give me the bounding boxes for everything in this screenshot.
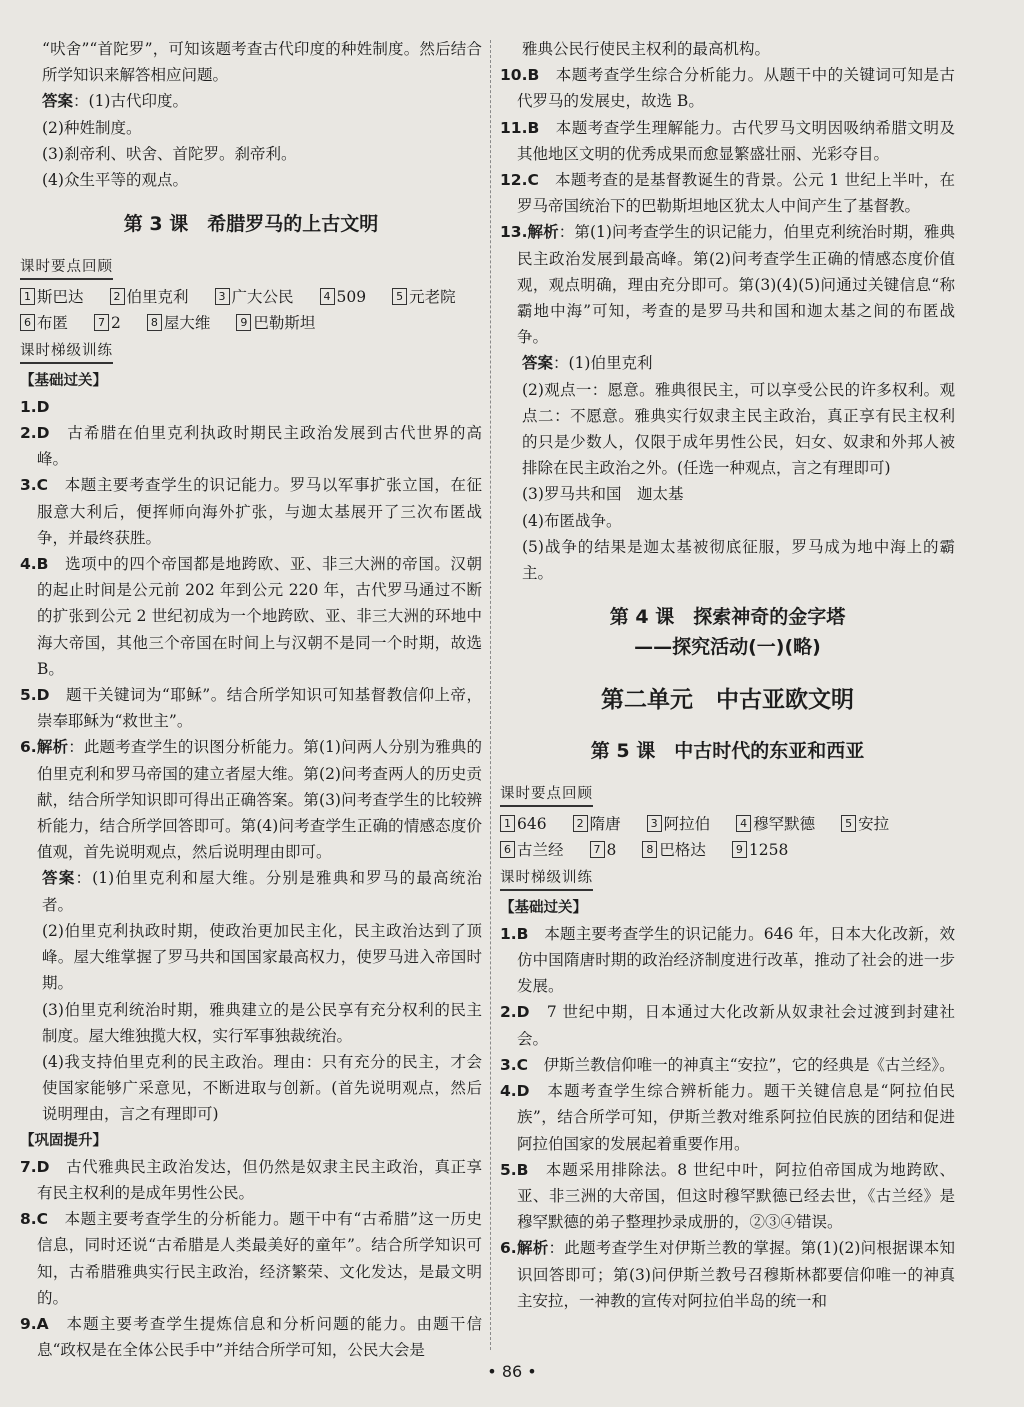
answer-line-text: (4)众生平等的观点。 xyxy=(42,171,188,190)
unit-2-title: 第二单元 中古亚欧文明 xyxy=(601,687,854,714)
answer-line xyxy=(500,508,955,534)
answer-number: 2.D xyxy=(500,1003,530,1022)
answer-text: 7 世纪中期，日本通过大化改新从奴隶社会过渡到封建社会。 xyxy=(517,1003,955,1048)
lesson-3-title: 第 3 课 希腊罗马的上古文明 xyxy=(123,213,379,236)
answer-number: 3.C xyxy=(500,1055,529,1074)
answer-line xyxy=(500,534,955,586)
basic-section-heading: 【基础过关】 xyxy=(20,372,107,389)
key-point-number: 5 xyxy=(392,288,407,305)
key-point-number: 9 xyxy=(732,841,747,858)
answer-number: 7.D xyxy=(20,1157,50,1176)
key-point-number: 9 xyxy=(236,314,251,331)
key-point-text: 8 xyxy=(606,841,617,860)
answer-number: 1.B xyxy=(500,924,529,943)
answer-item xyxy=(500,219,955,350)
key-point-number: 1 xyxy=(20,288,35,305)
page-number: • 86 • xyxy=(487,1362,537,1381)
key-point-text: 广大公民 xyxy=(231,288,294,307)
key-point xyxy=(215,284,294,310)
answer-list xyxy=(500,921,955,1314)
right-column xyxy=(500,36,955,1314)
answer-item xyxy=(20,1206,482,1311)
key-point-text: 509 xyxy=(336,288,367,307)
answer-line-text: (3)刹帝利、吠舍、首陀罗。刹帝利。 xyxy=(42,144,297,163)
key-point xyxy=(392,284,456,310)
answer-label: 答案 xyxy=(42,92,74,111)
answer-number: 9.A xyxy=(20,1314,49,1333)
training-heading: 课时梯级训练 xyxy=(20,340,113,364)
answer-line xyxy=(500,377,955,482)
answer-item xyxy=(20,420,482,472)
answer-item xyxy=(500,1235,955,1314)
answer-line-text: (4)布匿战争。 xyxy=(522,511,622,530)
key-point-number: 8 xyxy=(642,841,657,858)
key-point-text: 隋唐 xyxy=(589,815,621,834)
key-point-text: 元老院 xyxy=(409,288,456,307)
key-point-number: 8 xyxy=(147,314,162,331)
key-point-text: 646 xyxy=(517,815,547,834)
key-point-number: 4 xyxy=(736,815,751,832)
key-point-text: 古兰经 xyxy=(517,841,564,860)
answer-text: 题干关键词为“耶稣”。结合所学知识可知基督教信仰上帝，崇奉耶稣为“救世主”。 xyxy=(37,686,482,731)
answer-item xyxy=(500,1078,955,1157)
key-point xyxy=(573,811,621,837)
answer-item xyxy=(20,394,482,420)
key-point xyxy=(647,811,711,837)
answer-item xyxy=(20,551,482,682)
answer-number: 11.B xyxy=(500,118,540,137)
key-point xyxy=(736,811,815,837)
answer-item xyxy=(500,1052,955,1078)
answer-line xyxy=(20,88,482,114)
answer-item xyxy=(500,115,955,167)
answer-line xyxy=(20,918,482,997)
answer-item xyxy=(500,1157,955,1236)
key-point xyxy=(500,811,547,837)
answer-text: 本题主要考查学生的识记能力。646 年，日本大化改新，效仿中国隋唐时期的政治经济制度进行改革，推动了社会的进一步发展。 xyxy=(517,924,955,996)
key-point-number: 6 xyxy=(20,314,35,331)
answer-text: 本题考查学生理解能力。古代罗马文明因吸纳希腊文明及其他地区文明的优秀成果而愈显繁盛壮丽、光彩夺目。 xyxy=(517,118,955,163)
answer-line xyxy=(20,141,482,167)
q6-answer-block xyxy=(20,865,482,1127)
answer-line xyxy=(500,481,955,507)
answer-item xyxy=(500,921,955,1000)
answer-number: 5.D xyxy=(20,686,50,705)
answer-list xyxy=(500,62,955,350)
key-point xyxy=(147,310,211,336)
key-point xyxy=(236,310,315,336)
answer-item xyxy=(20,472,482,551)
key-point-number: 1 xyxy=(500,815,515,832)
answer-list xyxy=(20,394,482,866)
answer-number: 5.B xyxy=(500,1160,529,1179)
key-point xyxy=(500,837,564,863)
answer-line-text: ：(1)古代印度。 xyxy=(73,92,188,111)
key-point-text: 巴格达 xyxy=(659,841,706,860)
answer-number: 8.C xyxy=(20,1210,49,1229)
answer-item xyxy=(20,1311,482,1363)
key-point-number: 3 xyxy=(647,815,662,832)
intro-text: “吠舍”“首陀罗”，可知该题考查古代印度的种姓制度。然后结合所学知识来解答相应问题。 xyxy=(42,40,482,85)
answer-text: 伊斯兰教信仰唯一的神真主“安拉”，它的经典是《古兰经》。 xyxy=(528,1055,955,1074)
answer-line xyxy=(500,350,955,376)
answer-text: 本题考查学生综合辨析能力。题干关键信息是“阿拉伯民族”，结合所学可知，伊斯兰教对维系阿拉伯民族的团结和促进阿拉伯国家的发展起着重要作用。 xyxy=(517,1082,955,1153)
answer-text: 本题主要考查学生的分析能力。题干中有“古希腊”这一历史信息，同时还说“古希腊是人类最美好的童年”。结合所学知识可知，古希腊雅典实行民主政治，经济繁荣、文化发达，是最文明的。 xyxy=(37,1210,482,1307)
answer-text: 本题采用排除法。8 世纪中叶，阿拉伯帝国成为地跨欧、亚、非三洲的大帝国，但这时穆罕默德已经去世，《古兰经》是穆罕默德的弟子整理抄录成册的，②③④错误。 xyxy=(517,1160,955,1232)
column-divider xyxy=(490,40,491,1350)
key-point-text: 布匿 xyxy=(37,314,69,333)
answer-line-text: (4)我支持伯里克利的民主政治。理由：只有充分的民主，才会使国家能够广采意见，不断进取与创新。(首先说明观点，然后说明理由，言之有理即可) xyxy=(42,1052,482,1124)
answer-text: 本题考查的是基督教诞生的背景。公元 1 世纪上半叶，在罗马帝国统治下的巴勒斯坦地区犹太人中间产生了基督教。 xyxy=(517,171,955,216)
answer-text: 古希腊在伯里克利执政时期民主政治发展到古代世界的高峰。 xyxy=(37,424,482,469)
continued-text: 雅典公民行使民主权利的最高机构。 xyxy=(522,40,771,58)
key-point-text: 伯里克利 xyxy=(126,288,189,307)
key-point-text: 穆罕默德 xyxy=(753,815,816,834)
q13-answer-block xyxy=(500,350,955,586)
answer-line-text: ：(1)伯里克利 xyxy=(553,354,653,373)
answer-text: ：此题考查学生对伊斯兰教的掌握。第(1)(2)问根据课本知识回答即可；第(3)问伊斯兰教号召穆斯林都要信仰唯一的神真主安拉，一神教的宣传对阿拉伯半岛的统一和 xyxy=(517,1239,955,1310)
key-point xyxy=(732,837,788,863)
key-point-number: 7 xyxy=(94,314,109,331)
answer-number: 1.D xyxy=(20,397,50,416)
basic-section-heading: 【基础过关】 xyxy=(500,899,587,916)
consolidate-section-heading: 【巩固提升】 xyxy=(20,1132,107,1149)
answer-item xyxy=(500,999,955,1051)
key-point xyxy=(590,837,617,863)
key-point xyxy=(110,284,189,310)
key-point-number: 6 xyxy=(500,841,515,858)
key-point xyxy=(642,837,706,863)
key-point-number: 4 xyxy=(320,288,335,305)
key-points-list xyxy=(20,284,482,336)
answer-line-text: (2)观点一：愿意。雅典很民主，可以享受公民的许多权利。观点二：不愿意。雅典实行奴隶主民主政治，真正享有民主权利的只是少数人，仅限于成年男性公民，妇女、奴隶和外邦人被排除在民主政治之外。(任选一种观点，言之有理即可) xyxy=(522,380,955,478)
key-point-number: 7 xyxy=(590,841,605,858)
answer-label: 答案 xyxy=(522,354,554,373)
answer-text: 古代雅典民主政治发达，但仍然是奴隶主民主政治，真正享有民主权利的是成年男性公民。 xyxy=(37,1157,482,1202)
key-point-number: 2 xyxy=(110,288,125,305)
key-point-text: 阿拉伯 xyxy=(663,815,711,834)
key-point-number: 5 xyxy=(841,815,856,832)
answer-line-text: (3)伯里克利统治时期，雅典建立的是公民享有充分权利的民主制度。屋大维独揽大权，实行军事独裁统治。 xyxy=(42,1000,482,1045)
answer-line xyxy=(20,865,482,917)
intro-block xyxy=(20,36,482,193)
answer-text: 本题主要考查学生提炼信息和分析问题的能力。由题干信息“政权是在全体公民手中”并结合所学可知，公民大会是 xyxy=(37,1314,482,1360)
left-column xyxy=(20,36,482,1363)
answer-number: 2.D xyxy=(20,424,50,443)
key-point-text: 安拉 xyxy=(858,815,890,834)
answer-number: 10.B xyxy=(500,66,540,85)
lesson-5-title: 第 5 课 中古时代的东亚和西亚 xyxy=(590,740,865,763)
key-point xyxy=(320,284,367,310)
answer-text: ：第(1)问考查学生的识记能力，伯里克利统治时期，雅典民主政治发展到最高峰。第(2)问考查学生正确的情感态度价值观，观点明确，理由充分即可。第(3)(4)(5)问通过关键信息“称霸地中海”可知，考查的是罗马共和国和迦太基之间的布匿战争。 xyxy=(517,223,955,347)
answer-number: 6.解析 xyxy=(20,738,69,757)
answer-line xyxy=(20,1049,482,1128)
answer-line-text: (2)伯里克利执政时期，使政治更加民主化，民主政治达到了顶峰。屋大维掌握了罗马共和国国家最高权力，使罗马进入帝国时期。 xyxy=(42,921,482,993)
answer-text: 选项中的四个帝国都是地跨欧、亚、非三大洲的帝国。汉朝的起止时间是公元前 202 年到公元 220 年，古代罗马通过不断的扩张到公元 2 世纪初成为一个地跨欧、亚、非三大洲的环地中海大帝国，其他三个帝国在时间上与汉朝不是同一个时期，故选 B。 xyxy=(37,555,482,678)
answer-line xyxy=(20,115,482,141)
key-point-text: 1258 xyxy=(748,841,789,860)
key-point xyxy=(20,284,84,310)
key-point xyxy=(20,310,68,336)
answer-item xyxy=(500,167,955,219)
answer-line-text: (2)种姓制度。 xyxy=(42,118,142,137)
answer-text: 本题考查学生综合分析能力。从题干中的关键词可知是古代罗马的发展史，故选 B。 xyxy=(517,66,955,111)
key-points-list xyxy=(500,811,955,863)
answer-number: 12.C xyxy=(500,171,539,190)
answer-line-text: ：(1)伯里克利和屋大维。分别是雅典和罗马的最高统治者。 xyxy=(42,869,482,914)
key-point-number: 3 xyxy=(215,288,230,305)
answer-line-text: (5)战争的结果是迦太基被彻底征服，罗马成为地中海上的霸主。 xyxy=(522,537,955,583)
answer-item xyxy=(500,62,955,114)
answer-line xyxy=(20,167,482,193)
answer-number: 4.B xyxy=(20,555,49,574)
answer-item xyxy=(20,734,482,865)
key-points-heading: 课时要点回顾 xyxy=(20,256,113,280)
answer-item xyxy=(20,682,482,734)
answer-text: ：此题考查学生的识图分析能力。第(1)问两人分别为雅典的伯里克利和罗马帝国的建立者屋大维。第(2)问考查两人的历史贡献，结合所学知识即可得出正确答案。第(3)问考查学生的比较辨析能力，结合所学回答即可。第(4)问考查学生正确的情感态度价值观，首先说明观点，然后说明理由即可。 xyxy=(37,738,482,862)
answer-number: 4.D xyxy=(500,1082,530,1101)
answer-number: 3.C xyxy=(20,476,49,495)
key-points-heading: 课时要点回顾 xyxy=(500,783,593,807)
key-point-number: 2 xyxy=(573,815,588,832)
key-point-text: 2 xyxy=(111,314,121,333)
key-point-text: 巴勒斯坦 xyxy=(253,314,316,333)
answer-text: 本题主要考查学生的识记能力。罗马以军事扩张立国，在征服意大利后，便挥师向海外扩张，与迦太基展开了三次布匿战争，并最终获胜。 xyxy=(37,476,482,547)
key-point-text: 斯巴达 xyxy=(37,288,84,307)
answer-number: 13.解析 xyxy=(500,223,559,242)
key-point-text: 屋大维 xyxy=(163,314,211,333)
lesson-4-subtitle: ——探究活动(一)(略) xyxy=(634,636,821,659)
training-heading: 课时梯级训练 xyxy=(500,867,593,891)
answer-number: 6.解析 xyxy=(500,1239,549,1258)
lesson-4-title: 第 4 课 探索神奇的金字塔 xyxy=(609,606,846,629)
answer-list xyxy=(20,1154,482,1364)
key-point xyxy=(841,811,889,837)
key-point xyxy=(94,310,121,336)
answer-label: 答案 xyxy=(42,869,76,888)
answer-line-text: (3)罗马共和国 迦太基 xyxy=(522,485,684,504)
answer-item xyxy=(20,1154,482,1206)
answer-line xyxy=(20,997,482,1049)
